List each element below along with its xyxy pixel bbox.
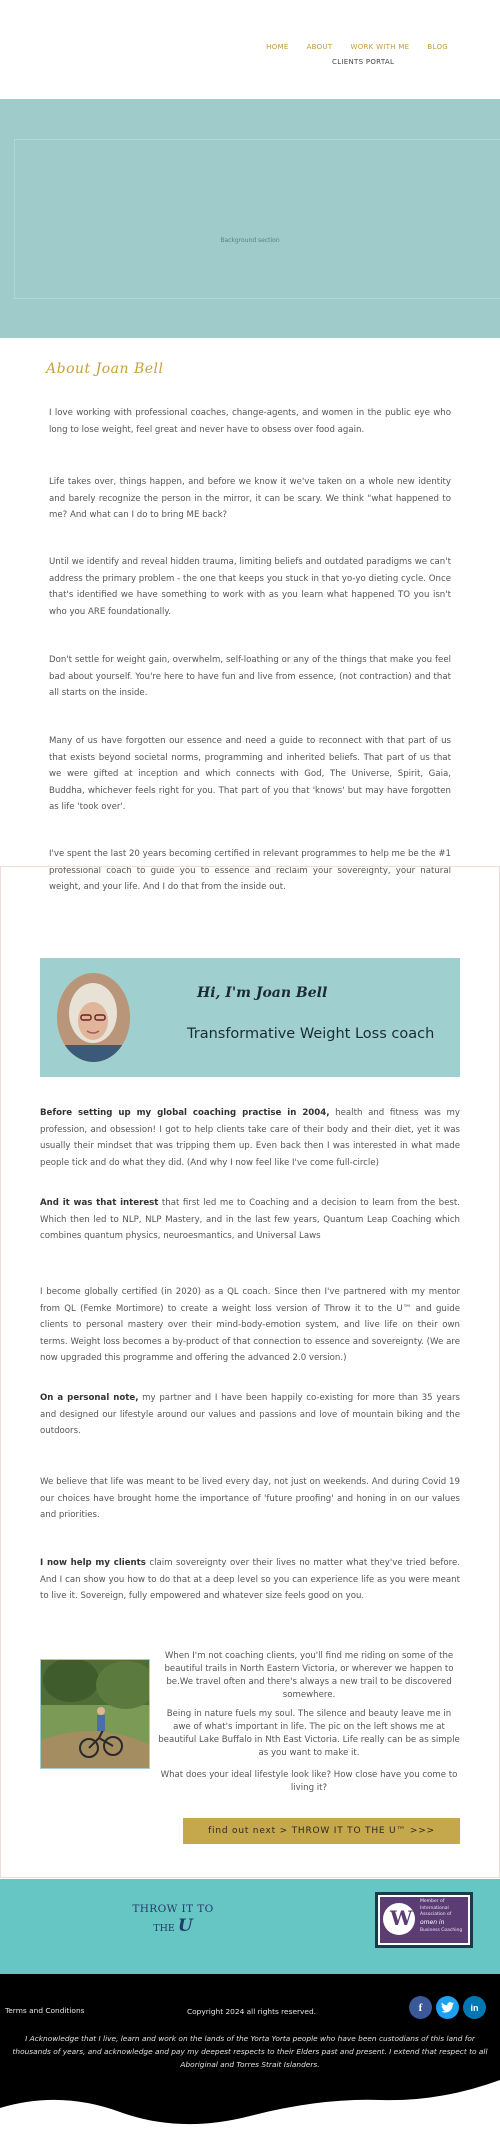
footer-wave [0, 2070, 500, 2156]
ride-paragraph: What does your ideal lifestyle look like? How close have you come to living it? [160, 1770, 458, 1793]
twitter-icon[interactable] [436, 1996, 459, 2019]
iawbc-w-letter: W [390, 1906, 413, 1930]
bio-paragraph-text: that first led me to Coaching and a decision to learn from the best. Which then led to NLP, NLP Mastery, and in the last few years, Quantum Leap Coaching which combines quantum physics, neuroesmantics, and Universal Laws [40, 1198, 460, 1241]
iawbc-bottom-text: Business Coaching [420, 1928, 463, 1933]
site-header [0, 0, 500, 98]
logo-line-2 [128, 1916, 218, 1936]
logo-u: U [177, 1916, 193, 1936]
about-title: About Joan Bell [46, 361, 164, 377]
hero-label: Background section [220, 237, 280, 244]
iawbc-word-text: omen in [420, 1919, 445, 1926]
bio-paragraph-text: my partner and I have been happily co-existing for more than 35 years and designed our lifestyle around our values and passions and love of mountain biking and the outdoors. [40, 1393, 460, 1436]
bio-paragraph-lead: I now help my clients [40, 1558, 146, 1568]
bio-paragraph-text: We believe that life was meant to be lived every day, not just on weekends. And during Covid 19 our choices have brought home the importance of 'future proofing' and honing in on our values and priorities. [40, 1477, 460, 1520]
bio-paragraph-text: health and fitness was my profession, and obsession! I got to help clients take care of their body and their diet, yet it was usually their mindset that was tripping them up. Even back then I was interested in what made people tick and do what they did. (And why I now feel like I've come full-circle) [40, 1108, 460, 1168]
nav-home[interactable]: HOME [266, 43, 289, 51]
ride-paragraph: Being in nature fuels my soul. The silence and beauty leave me in awe of what's important in life. The pic on the left shows me at beautiful Lake Buffalo in Nth East Victoria. Life really can be as simple as you want to make it. [158, 1709, 460, 1758]
joan-bell-avatar [57, 973, 130, 1062]
nav-clients-portal[interactable]: CLIENTS PORTAL [332, 58, 395, 66]
bio-paragraph-lead: And it was that interest [40, 1198, 159, 1208]
facebook-icon[interactable]: f [409, 1996, 432, 2019]
bio-paragraph [40, 1474, 460, 1524]
nav-about[interactable]: ABOUT [306, 43, 333, 51]
bio-paragraph-lead: On a personal note, [40, 1393, 139, 1403]
about-paragraph: I've spent the last 20 years becoming certified in relevant programmes to help me be the #1 professional coach to guide you to essence and reclaim your sovereignty, your natural weight, and your life. And I do that from the inside out. [49, 849, 451, 892]
about-paragraph: Until we identify and reveal hidden trauma, limiting beliefs and outdated paradigms we can't address the primary problem - the one that keeps you stuck in that yo-yo dieting cycle. Once that's identified we have something to work with as you learn what happened TO you isn't who you ARE foundationally. [49, 557, 451, 617]
mountain-bike-photo [40, 1659, 150, 1769]
logo-the: THE [153, 1923, 175, 1934]
about-paragraph: I love working with professional coaches, change-agents, and women in the public eye who long to lose weight, feel great and never have to obsess over food again. [49, 408, 451, 435]
linkedin-icon[interactable]: in [463, 1996, 486, 2019]
nav-blog[interactable]: BLOG [427, 43, 448, 51]
main-nav [248, 43, 448, 51]
bio-paragraph [40, 1195, 460, 1245]
nav-work-with-me[interactable]: WORK WITH ME [350, 43, 410, 51]
iawbc-top-text: Member of [420, 1899, 445, 1904]
terms-and-conditions-link[interactable]: Terms and Conditions [5, 2006, 85, 2015]
iawbc-badge-inner [380, 1897, 468, 1943]
bio-paragraph [40, 1555, 460, 1605]
bio-paragraph [40, 1105, 460, 1171]
bio-paragraph-text: I become globally certified (in 2020) as a QL coach. Since then I've partnered with my mentor from QL (Femke Mortimore) to create a weight loss version of Throw it to the U™ and guide clients to personal mastery over their mind-body-emotion system, and live life on their own terms. Weight loss becomes a by-product of that connection to essence and sovereignty. (We are now upgraded this programme and offering the advanced 2.0 version.) [40, 1287, 460, 1363]
bio-greeting: Hi, I'm Joan Bell [197, 985, 328, 1001]
about-paragraph: Don't settle for weight gain, overwhelm, self-loathing or any of the things that make you feel bad about yourself. You're here to have fun and live from essence, (not contraction) and that all starts on the inside. [49, 655, 451, 698]
bio-paragraph [40, 1284, 460, 1367]
ride-paragraph: When I'm not coaching clients, you'll find me riding on some of the beautiful trails in North Eastern Victoria, or wherever we happen to be.We travel often and there's always a new trail to be discovered somewhere. [164, 1651, 454, 1700]
bio-paragraph-text: claim sovereignty over their lives no matter what they've tried before. And I can show you how to do that at a deep level so you can experience life as you were meant to live it. Sovereign, fully empowered and whatever size feels good on you. [40, 1558, 460, 1601]
about-paragraph: Life takes over, things happen, and before we know it we've taken on a whole new identity and barely recognize the person in the mirror, it can be scary. We think "what happened to me? And what can I do to bring ME back? [49, 477, 451, 520]
throw-it-to-the-u-logo[interactable] [128, 1903, 218, 1947]
bio-paragraph [40, 1390, 460, 1440]
iawbc-mid-text: International Association of [420, 1906, 452, 1917]
copyright-text: Copyright 2024 all rights reserved. [187, 2007, 316, 2016]
about-paragraph: Many of us have forgotten our essence and need a guide to reconnect with that part of us that exists beyond societal norms, programming and inherited beliefs. That part of us that we were gifted at inception and which connects with God, The Universe, Spirit, Gaia, Buddha, whichever feels right for you. That part of you that 'knows' but may have forgotten as life 'took over'. [49, 736, 451, 812]
bio-paragraph-lead: Before setting up my global coaching practise in 2004, [40, 1108, 330, 1118]
land-acknowledgement: I Acknowledge that I live, learn and work on the lands of the Yorta Yorta people who have been custodians of this land for thousands of years, and acknowledge and pay my deepest respects to their Elders past and present. I extend that respect to all Aboriginal and Torres Strait Islanders. [12, 2034, 488, 2070]
bio-role: Transformative Weight Loss coach [187, 1026, 435, 1042]
hero-background [0, 99, 500, 338]
logo-line-1: THROW IT TO [132, 1903, 214, 1915]
hero-inner-frame [14, 139, 500, 299]
iawbc-member-badge[interactable] [375, 1892, 473, 1948]
throw-it-to-the-u-button[interactable]: find out next > THROW IT TO THE U™ >>> [183, 1818, 460, 1844]
